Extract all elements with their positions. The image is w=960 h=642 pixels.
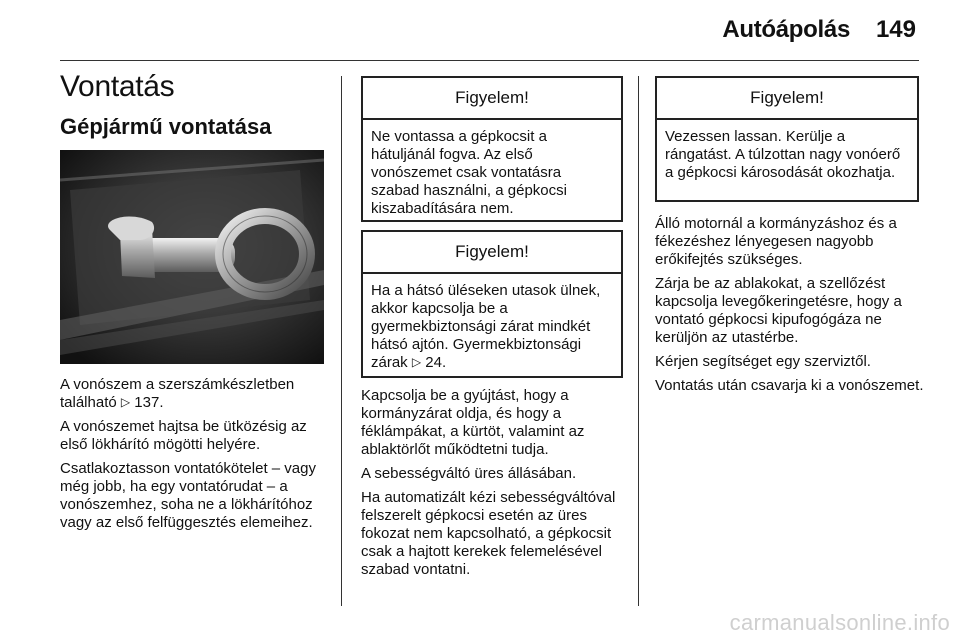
watermark: carmanualsonline.info — [729, 610, 950, 635]
warning-title: Figyelem! — [363, 78, 621, 120]
warning-text: Vezessen lassan. Kerülje a rángatást. A túlzottan nagy vonóerő a gépkocsi károsodását okozhatja. — [665, 128, 901, 181]
warning-title: Figyelem! — [363, 232, 621, 274]
page-number: 149 — [875, 16, 916, 43]
paragraph: Kapcsolja be a gyújtást, hogy a kormányzárat oldja, és hogy a féklámpákat, a kürtöt, valamint az ablaktörlőt működtetni tudja. — [361, 387, 585, 458]
subsection-title: Gépjármű vontatása — [60, 114, 272, 139]
warning-box — [361, 76, 623, 222]
reference-arrow-icon: ▷ — [120, 395, 131, 409]
paragraph: Ha automatizált kézi sebességváltóval felszerelt gépkocsi esetén az üres fokozat nem kapcsolható, a gépkocsit csak a hajtott kerekek felemelésével szabad vontatni. — [361, 489, 616, 578]
warning-box — [361, 230, 623, 378]
towing-eye-illustration — [60, 150, 324, 364]
column3-text — [655, 215, 927, 395]
paragraph: A sebességváltó üres állásában. — [361, 465, 577, 482]
paragraph: Csatlakoztasson vontatókötelet – vagy még jobb, ha egy vontatórudat – a vonószemhez, soha ne a lökhárítóhoz vagy az első felfüggesztés elemeihez. — [60, 460, 316, 531]
column1-text — [60, 376, 328, 532]
paragraph: Vontatás után csavarja ki a vonószemet. — [655, 377, 924, 394]
chapter-title: Autóápolás — [722, 16, 850, 43]
page-header — [0, 0, 960, 62]
paragraph: Álló motornál a kormányzáshoz és a fékezéshez lényegesen nagyobb erőkifejtés szükséges. — [655, 215, 897, 268]
warning-box — [655, 76, 919, 202]
paragraph: Zárja be az ablakokat, a szellőzést kapcsolja levegőkeringetésre, hogy a vontató gépkocsi kipufogógáza ne kerüljön az utastérbe. — [655, 275, 902, 346]
section-title: Vontatás — [60, 70, 175, 103]
column2-text — [361, 387, 627, 579]
reference-arrow-icon: ▷ — [411, 355, 422, 369]
column-divider — [638, 76, 639, 606]
paragraph: A vonószemet hajtsa be ütközésig az első lökhárító mögötti helyére. — [60, 418, 307, 453]
warning-text: Ne vontassa a gépkocsit a hátuljánál fogva. Az első vonószemet csak vontatásra szabad használni, a gépkocsi kiszabadítására nem. — [371, 128, 567, 217]
towing-eye-photo — [60, 150, 324, 364]
warning-text: Ha a hátsó üléseken utasok ülnek, akkor kapcsolja be a gyermekbiztonsági zárat mindkét hátsó ajtón. Gyermekbiztonsági zárak ▷ 24. — [371, 282, 601, 371]
warning-title: Figyelem! — [657, 78, 917, 120]
paragraph: Kérjen segítséget egy szerviztől. — [655, 353, 871, 370]
paragraph: A vonószem a szerszámkészletben található ▷ 137. — [60, 376, 295, 411]
column-divider — [341, 76, 342, 606]
header-divider — [60, 60, 919, 61]
